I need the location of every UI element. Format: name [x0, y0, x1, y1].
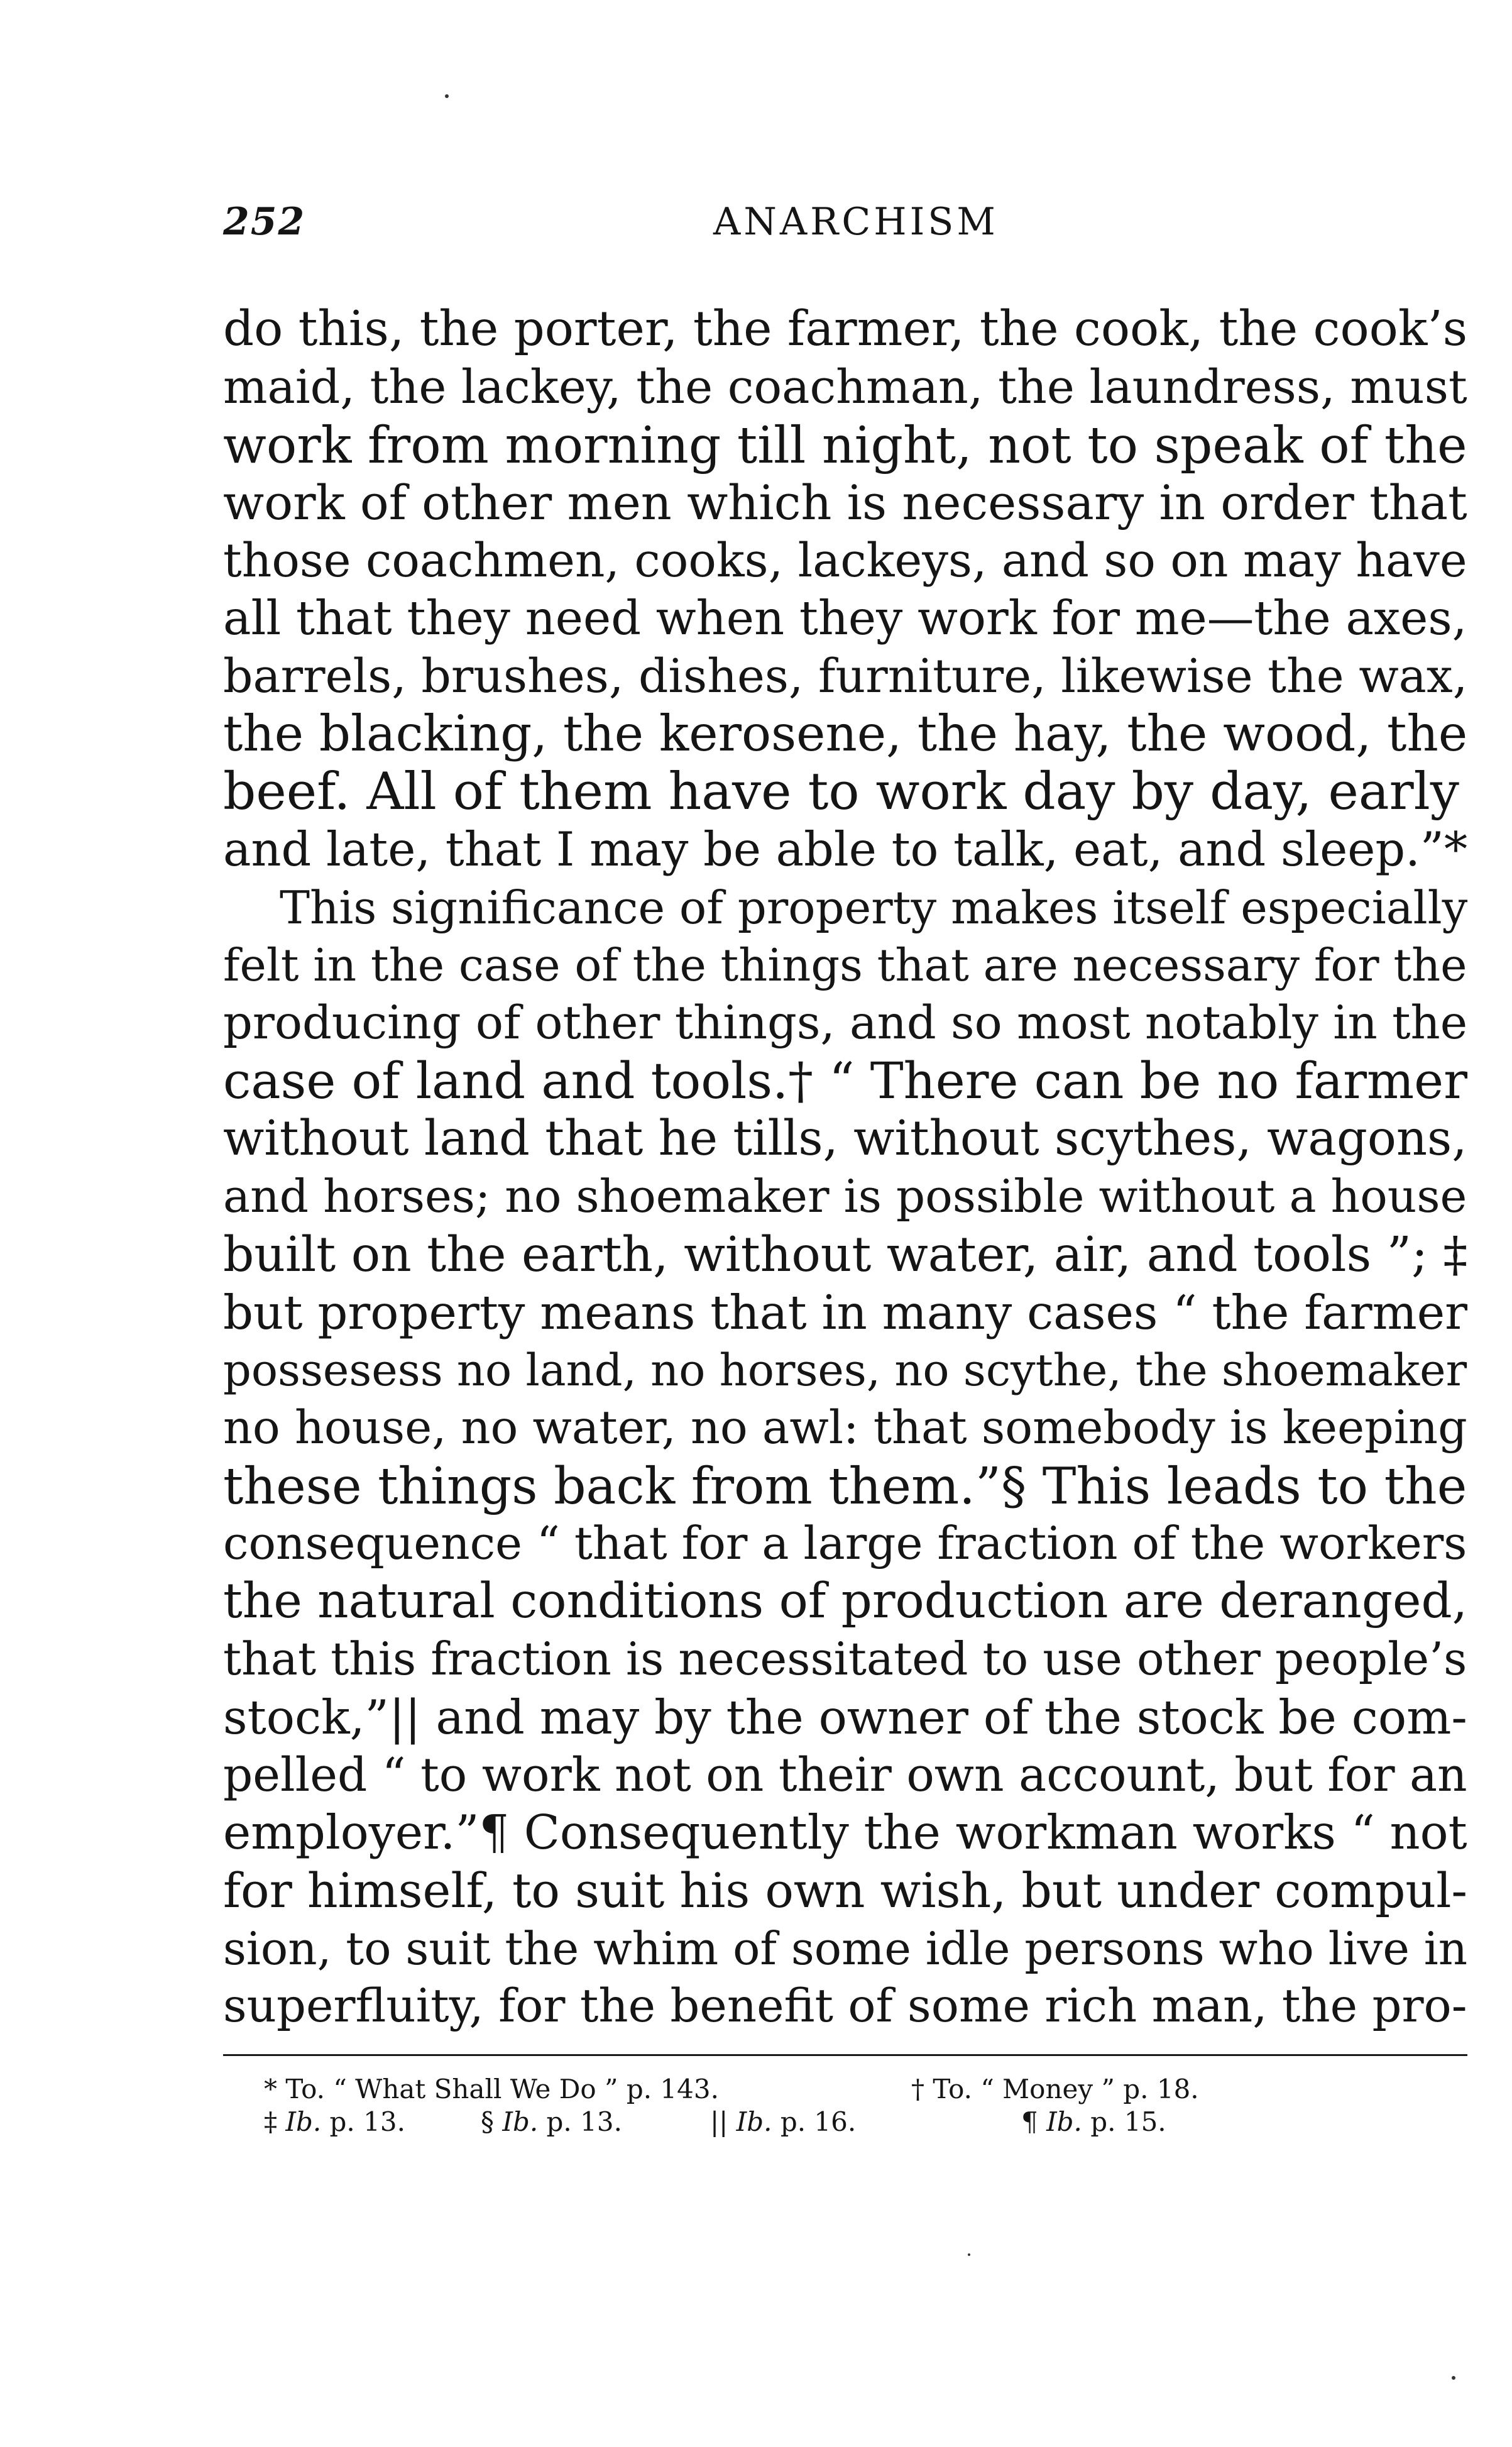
text-line: no house, no water, no awl: that somebody is keeping — [223, 1401, 1467, 1454]
footnote: * To. “ What Shall We Do ” p. 143. — [264, 2074, 719, 2104]
text-line: beef. All of them have to work day by day, early — [223, 762, 1459, 822]
text-line: these things back from them.”§ This leads to the — [223, 1456, 1467, 1515]
text-line: and horses; no shoemaker is possible without a house — [223, 1170, 1467, 1223]
body-text — [223, 300, 1467, 2035]
text-line: that this fraction is necessitated to use other people’s — [223, 1633, 1467, 1686]
text-line: stock,”|| and may by the owner of the stock be com- — [223, 1690, 1467, 1745]
text-line: built on the earth, without water, air, and tools ”; ‡ — [223, 1226, 1468, 1283]
text-line: do this, the porter, the farmer, the cook, the cook’s — [223, 301, 1468, 357]
footnote: ‡ Ib. p. 13. — [264, 2106, 405, 2137]
running-head: ANARCHISM — [713, 200, 999, 244]
text-line: but property means that in many cases “ the farmer — [223, 1285, 1468, 1340]
footnote: † To. “ Money ” p. 18. — [911, 2074, 1199, 2104]
text-line: producing of other things, and so most notably in the — [223, 996, 1468, 1050]
footnotes — [264, 2073, 1458, 2138]
footnote-row — [264, 2106, 1458, 2138]
text-line: barrels, brushes, dishes, furniture, likewise the wax, — [223, 649, 1468, 703]
paragraph-start-line: This significance of property makes itself especially — [280, 881, 1468, 934]
text-line: the blacking, the kerosene, the hay, the wood, the — [223, 705, 1468, 762]
text-line: those coachmen, cooks, lackeys, and so on may have — [223, 534, 1467, 588]
scan-speck — [1452, 2376, 1455, 2380]
text-line: without land that he tills, without scythes, wagons, — [223, 1111, 1467, 1167]
text-line: sion, to suit the whim of some idle persons who live in — [223, 1922, 1468, 1975]
text-line: all that they need when they work for me—the axes, — [223, 591, 1467, 646]
footnote: || Ib. p. 16. — [710, 2106, 857, 2137]
text-line: the natural conditions of production are deranged, — [223, 1573, 1468, 1629]
text-line: consequence “ that for a large fraction of the workers — [223, 1517, 1467, 1570]
footnote: § Ib. p. 13. — [481, 2106, 622, 2137]
text-line: superfluity, for the benefit of some rich man, the pro- — [223, 1979, 1467, 2033]
scan-speck — [968, 2253, 970, 2256]
text-line: and late, that I may be able to talk, eat, and sleep.”* — [223, 822, 1468, 877]
scan-speck — [445, 94, 449, 98]
page-header — [223, 200, 1467, 250]
footnote: ¶ Ib. p. 15. — [1021, 2106, 1166, 2137]
text-line: work from morning till night, not to speak of the — [223, 415, 1467, 475]
footnote-rule — [223, 2054, 1467, 2056]
page-number: 252 — [223, 200, 306, 244]
text-line: case of land and tools.† “ There can be no farmer — [223, 1052, 1467, 1110]
text-line: for himself, to suit his own wish, but under compul- — [223, 1863, 1468, 1918]
footnote-row — [264, 2073, 1458, 2106]
text-line: employer.”¶ Consequently the workman works “ not — [223, 1805, 1467, 1860]
text-line: felt in the case of the things that are necessary for the — [223, 939, 1467, 991]
text-line: possesess no land, no horses, no scythe, the shoemaker — [223, 1344, 1467, 1396]
text-line: work of other men which is necessary in order that — [223, 475, 1467, 531]
text-line: pelled “ to work not on their own account, but for an — [223, 1748, 1467, 1802]
text-line: maid, the lackey, the coachman, the laundress, must — [223, 360, 1467, 414]
